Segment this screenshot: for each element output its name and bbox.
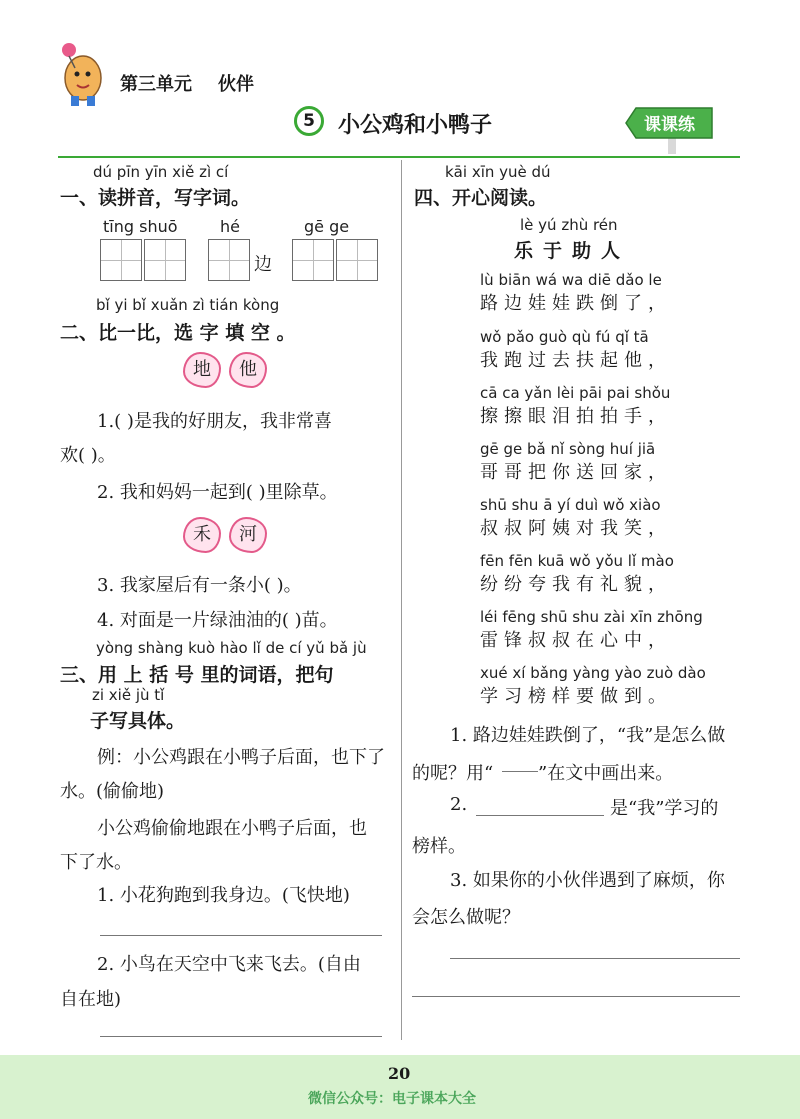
- s3-answer-line2: 下了水。: [60, 852, 132, 873]
- practice-badge: [624, 104, 720, 142]
- unit-label: 第三单元: [120, 74, 192, 95]
- writing-box[interactable]: [144, 239, 186, 281]
- practice-badge-label: 课课练: [644, 115, 695, 135]
- poem-line: 擦擦眼泪拍拍手，: [480, 406, 672, 427]
- poem-title-pinyin: lè yú zhù rén: [520, 216, 618, 234]
- section3-heading1: 三、用 上 括 号 里的词语，把句: [60, 664, 334, 686]
- underline-sample: [502, 771, 538, 772]
- word2-pinyin: hé: [220, 217, 240, 236]
- mascot-icon: [55, 38, 110, 108]
- s4-q3-line2: 会怎么做呢？: [412, 907, 520, 928]
- page-number: 20: [388, 1064, 411, 1083]
- section4-heading: 四、开心阅读。: [414, 187, 548, 209]
- choice-char-3: 禾: [183, 517, 221, 553]
- s4-q1-line2b: ”在文中画出来。: [538, 763, 674, 784]
- poem-line: 路边娃娃跌倒了，: [480, 293, 672, 314]
- writing-box[interactable]: [100, 239, 142, 281]
- section3-pinyin2: zi xiě jù tǐ: [92, 686, 165, 704]
- poem-line: 叔叔阿姨对我笑，: [480, 518, 672, 539]
- wechat-note: 微信公众号：电子课本大全: [308, 1091, 476, 1107]
- section2-pinyin: bǐ yi bǐ xuǎn zì tián kòng: [96, 296, 280, 314]
- answer-line[interactable]: [476, 815, 604, 816]
- s3-answer-line1: 小公鸡偷偷地跟在小鸭子后面，也: [97, 818, 367, 839]
- s2-q1-line1: 1.( )是我的好朋友，我非常喜: [97, 411, 332, 432]
- s4-q2-text: 是“我”学习的: [610, 798, 719, 819]
- unit-theme: 伙伴: [218, 74, 254, 95]
- poem-pinyin: xué xí bǎng yàng yào zuò dào: [480, 664, 706, 682]
- section3-heading2: 子写具体。: [90, 710, 186, 732]
- section1-heading: 一、读拼音，写字词。: [60, 187, 251, 209]
- answer-line[interactable]: [100, 1036, 382, 1037]
- poem-pinyin: fēn fēn kuā wǒ yǒu lǐ mào: [480, 552, 674, 570]
- writing-box[interactable]: [208, 239, 250, 281]
- answer-line[interactable]: [450, 958, 740, 959]
- poem-line: 雷锋叔叔在心中，: [480, 630, 672, 651]
- lesson-number-badge: [294, 106, 324, 136]
- s4-q3-line1: 3. 如果你的小伙伴遇到了麻烦，你: [450, 870, 725, 891]
- poem-title: 乐于助人: [514, 240, 631, 262]
- poem-line: 纷纷夸我有礼貌，: [480, 574, 672, 595]
- poem-line: 学习榜样要做到。: [480, 686, 672, 707]
- s2-q4: 4. 对面是一片绿油油的( )苗。: [97, 610, 338, 631]
- section1-pinyin: dú pīn yīn xiě zì cí: [93, 163, 229, 181]
- poem-pinyin: cā ca yǎn lèi pāi pai shǒu: [480, 384, 671, 402]
- word3-pinyin: gē ge: [304, 217, 350, 236]
- section2-heading: 二、比一比，选 字 填 空 。: [60, 322, 296, 344]
- s3-q2-line1: 2. 小鸟在天空中飞来飞去。(自由: [97, 954, 361, 975]
- s4-q1-line2: 的呢？用“: [412, 763, 494, 784]
- poem-pinyin: wǒ pǎo guò qù fú qǐ tā: [480, 328, 649, 346]
- s3-q2-line2: 自在地): [60, 989, 122, 1010]
- header-rule: [58, 156, 740, 158]
- poem-line: 哥哥把你送回家，: [480, 462, 672, 483]
- s2-q2: 2. 我和妈妈一起到( )里除草。: [97, 482, 338, 503]
- s3-example-line2: 水。(偷偷地): [60, 781, 165, 802]
- poem-pinyin: gē ge bǎ nǐ sòng huí jiā: [480, 440, 656, 458]
- word2-suffix: 边: [254, 254, 272, 275]
- s2-q3: 3. 我家屋后有一条小( )。: [97, 575, 302, 596]
- answer-line[interactable]: [412, 996, 740, 997]
- column-divider: [401, 160, 402, 1040]
- section4-pinyin: kāi xīn yuè dú: [445, 163, 551, 181]
- writing-box[interactable]: [336, 239, 378, 281]
- lesson-number: 5: [303, 111, 315, 131]
- s2-q1-line2: 欢( )。: [60, 445, 116, 466]
- choice-char-2: 他: [229, 352, 267, 388]
- s4-q2-label: 2.: [450, 794, 468, 815]
- s3-q1: 1. 小花狗跑到我身边。(飞快地): [97, 885, 350, 906]
- poem-pinyin: shū shu ā yí duì wǒ xiào: [480, 496, 661, 514]
- answer-line[interactable]: [100, 935, 382, 936]
- poem-pinyin: léi fēng shū shu zài xīn zhōng: [480, 608, 703, 626]
- s3-example-line1: 例：小公鸡跟在小鸭子后面，也下了: [97, 747, 385, 768]
- writing-box[interactable]: [292, 239, 334, 281]
- word1-pinyin: tīng shuō: [103, 217, 178, 236]
- lesson-title: 小公鸡和小鸭子: [338, 113, 493, 138]
- s4-q2-line2: 榜样。: [412, 836, 466, 857]
- section3-pinyin1: yòng shàng kuò hào lǐ de cí yǔ bǎ jù: [96, 639, 367, 657]
- poem-pinyin: lù biān wá wa diē dǎo le: [480, 271, 662, 289]
- s4-q1-line1: 1. 路边娃娃跌倒了，“我”是怎么做: [450, 725, 726, 746]
- choice-char-1: 地: [183, 352, 221, 388]
- poem-line: 我跑过去扶起他，: [480, 350, 672, 371]
- choice-char-4: 河: [229, 517, 267, 553]
